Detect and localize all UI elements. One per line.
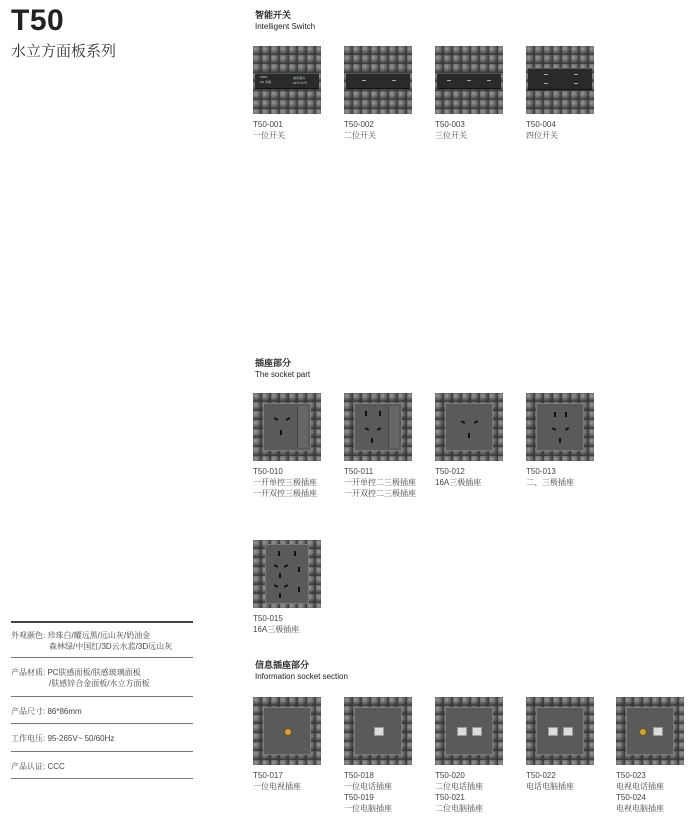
product-desc: 三位开关 bbox=[435, 131, 467, 140]
socket-hole bbox=[371, 438, 373, 443]
product-code: T50-023 bbox=[616, 771, 646, 780]
product-image bbox=[253, 46, 321, 114]
product-desc-secondary: 电视电脑插座 bbox=[616, 804, 664, 813]
product-t50-013[interactable] bbox=[526, 393, 608, 488]
product-desc: 一位电话插座 bbox=[344, 782, 392, 791]
key-indicator bbox=[487, 80, 491, 81]
product-desc: 一开单控二三极插座 bbox=[344, 478, 416, 487]
product-code-secondary: T50-021 bbox=[435, 793, 465, 802]
rj-port-icon bbox=[457, 727, 467, 736]
rj-port-icon bbox=[548, 727, 558, 736]
rj-port-icon bbox=[563, 727, 573, 736]
rj-port-icon bbox=[653, 727, 663, 736]
socket-hole bbox=[274, 584, 278, 588]
product-desc: 二、三极插座 bbox=[526, 478, 574, 487]
lcd-panel bbox=[255, 73, 319, 89]
product-code: T50-013 bbox=[526, 467, 556, 476]
socket-plate bbox=[536, 707, 584, 755]
product-code: T50-015 bbox=[253, 614, 283, 623]
socket-hole bbox=[474, 420, 478, 424]
product-desc-secondary: 二位电脑插座 bbox=[435, 804, 483, 813]
product-t50-003[interactable] bbox=[435, 46, 517, 141]
product-desc: 四位开关 bbox=[526, 131, 558, 140]
product-code-secondary: T50-019 bbox=[344, 793, 374, 802]
socket-hole bbox=[565, 412, 567, 417]
socket-hole bbox=[279, 573, 281, 578]
product-desc: 16A三极插座 bbox=[435, 478, 482, 487]
product-t50-001[interactable] bbox=[253, 46, 335, 141]
socket-hole bbox=[552, 427, 556, 431]
product-t50-022[interactable] bbox=[526, 697, 608, 792]
product-code: T50-012 bbox=[435, 467, 465, 476]
product-t50-023[interactable] bbox=[616, 697, 692, 814]
spec-line: 森林绿/中国红/3D云水蓝/3D远山灰 bbox=[49, 642, 173, 651]
product-code: T50-001 bbox=[253, 120, 283, 129]
product-code: T50-017 bbox=[253, 771, 283, 780]
socket-plate bbox=[354, 707, 402, 755]
section-title-cn: 信息插座部分 bbox=[255, 660, 310, 670]
socket-plate bbox=[354, 403, 402, 451]
socket-hole bbox=[468, 433, 470, 438]
product-image bbox=[435, 393, 503, 461]
socket-plate bbox=[265, 544, 309, 604]
socket-plate bbox=[445, 403, 493, 451]
switch-strip bbox=[346, 73, 410, 89]
socket-hole bbox=[559, 438, 561, 443]
product-image bbox=[616, 697, 684, 765]
socket-hole bbox=[294, 551, 296, 556]
spec-divider bbox=[11, 723, 193, 724]
socket-hole bbox=[298, 587, 300, 592]
product-image bbox=[344, 697, 412, 765]
product-code: T50-003 bbox=[435, 120, 465, 129]
key-indicator bbox=[544, 83, 548, 84]
key-indicator bbox=[362, 80, 366, 81]
rocker-switch bbox=[297, 406, 308, 448]
key-indicator bbox=[574, 83, 578, 84]
product-code-secondary: T50-024 bbox=[616, 793, 646, 802]
spec-material bbox=[11, 667, 193, 689]
product-t50-017[interactable] bbox=[253, 697, 335, 792]
key-indicator bbox=[467, 80, 471, 81]
product-code: T50-004 bbox=[526, 120, 556, 129]
switch-strip bbox=[437, 73, 501, 89]
socket-plate bbox=[263, 707, 311, 755]
spec-line: 产品材质: PC肤感面板/肤感玻璃面板 bbox=[11, 668, 141, 677]
section-title-en: The socket part bbox=[255, 370, 311, 379]
product-code: T50-022 bbox=[526, 771, 556, 780]
rj-port-icon bbox=[374, 727, 384, 736]
product-code: T50-010 bbox=[253, 467, 283, 476]
section-title-en: Intelligent Switch bbox=[255, 22, 316, 31]
lcd-line: 被动清冷 bbox=[293, 76, 306, 80]
product-image bbox=[253, 393, 321, 461]
spec-colors bbox=[11, 630, 193, 652]
socket-hole bbox=[565, 427, 569, 431]
product-desc: 一开双控三极插座 bbox=[253, 489, 317, 498]
product-image bbox=[435, 46, 503, 114]
section-title-en: Information socket section bbox=[255, 672, 348, 681]
socket-hole bbox=[274, 564, 278, 568]
socket-hole bbox=[284, 584, 288, 588]
section-title-cn: 智能开关 bbox=[255, 10, 292, 20]
product-image bbox=[253, 697, 321, 765]
spec-cert: 产品认证: CCC bbox=[11, 762, 65, 771]
spec-voltage: 工作电压: 95-265V~ 50/60Hz bbox=[11, 734, 115, 743]
product-image bbox=[526, 46, 594, 114]
socket-plate bbox=[263, 403, 311, 451]
spec-divider bbox=[11, 657, 193, 658]
spec-divider bbox=[11, 751, 193, 752]
spec-line: 外观颜色: 珍珠白/耀远黑/远山灰/奶油金 bbox=[11, 631, 151, 640]
socket-hole bbox=[280, 430, 282, 435]
socket-hole bbox=[298, 567, 300, 572]
product-t50-012[interactable] bbox=[435, 393, 517, 488]
socket-hole bbox=[379, 411, 381, 416]
lcd-line: CC 多数 bbox=[260, 80, 272, 84]
page-title: T50 bbox=[11, 4, 65, 37]
coax-port-icon bbox=[639, 728, 647, 736]
product-t50-011[interactable] bbox=[344, 393, 426, 499]
product-desc: 一开单控三极插座 bbox=[253, 478, 317, 487]
coax-port-icon bbox=[284, 728, 292, 736]
rj-port-icon bbox=[472, 727, 482, 736]
product-t50-015[interactable] bbox=[253, 540, 335, 635]
product-desc-secondary: 一位电脑插座 bbox=[344, 804, 392, 813]
product-desc: 一位电视插座 bbox=[253, 782, 301, 791]
socket-plate bbox=[626, 707, 674, 755]
spec-divider bbox=[11, 621, 193, 623]
section-info-header bbox=[255, 659, 348, 682]
spec-size: 产品尺寸: 86*86mm bbox=[11, 707, 82, 716]
product-desc: 二位开关 bbox=[344, 131, 376, 140]
socket-hole bbox=[274, 417, 278, 421]
product-code: T50-011 bbox=[344, 467, 374, 476]
socket-hole bbox=[284, 564, 288, 568]
key-indicator bbox=[574, 74, 578, 75]
socket-hole bbox=[554, 412, 556, 417]
product-desc: 16A三极插座 bbox=[253, 625, 300, 634]
product-t50-004[interactable] bbox=[526, 46, 608, 141]
product-image bbox=[344, 393, 412, 461]
key-indicator bbox=[392, 80, 396, 81]
socket-hole bbox=[278, 551, 280, 556]
product-code: T50-020 bbox=[435, 771, 465, 780]
spec-divider bbox=[11, 696, 193, 697]
lcd-line: 16℃ 27℃ bbox=[293, 81, 308, 85]
product-image bbox=[253, 540, 321, 608]
socket-hole bbox=[365, 427, 369, 431]
product-image bbox=[526, 393, 594, 461]
spec-divider bbox=[11, 778, 193, 779]
product-desc: 二位电话插座 bbox=[435, 782, 483, 791]
switch-strip bbox=[528, 68, 592, 90]
product-t50-018[interactable] bbox=[344, 697, 426, 814]
product-t50-010[interactable] bbox=[253, 393, 335, 499]
socket-hole bbox=[279, 593, 281, 598]
page-subtitle: 水立方面板系列 bbox=[11, 43, 117, 60]
section-switch-header bbox=[255, 9, 315, 32]
socket-hole bbox=[377, 427, 381, 431]
socket-hole bbox=[286, 417, 290, 421]
spec-line: /肤感锌合金面板/水立方面板 bbox=[49, 679, 150, 688]
product-image bbox=[435, 697, 503, 765]
product-image bbox=[344, 46, 412, 114]
product-code: T50-002 bbox=[344, 120, 374, 129]
lcd-line: TIOO bbox=[260, 75, 268, 79]
product-desc: 一位开关 bbox=[253, 131, 285, 140]
socket-hole bbox=[365, 411, 367, 416]
product-t50-002[interactable] bbox=[344, 46, 426, 141]
rocker-switch bbox=[388, 406, 399, 448]
product-desc: 电视电话插座 bbox=[616, 782, 664, 791]
socket-plate bbox=[536, 403, 584, 451]
section-title-cn: 插座部分 bbox=[255, 358, 292, 368]
socket-hole bbox=[461, 420, 465, 424]
product-t50-020[interactable] bbox=[435, 697, 517, 814]
product-image bbox=[526, 697, 594, 765]
key-indicator bbox=[544, 74, 548, 75]
product-code: T50-018 bbox=[344, 771, 374, 780]
product-desc: 电话电脑插座 bbox=[526, 782, 574, 791]
section-socket-header bbox=[255, 357, 310, 380]
key-indicator bbox=[447, 80, 451, 81]
socket-plate bbox=[445, 707, 493, 755]
product-desc: 一开双控二三极插座 bbox=[344, 489, 416, 498]
